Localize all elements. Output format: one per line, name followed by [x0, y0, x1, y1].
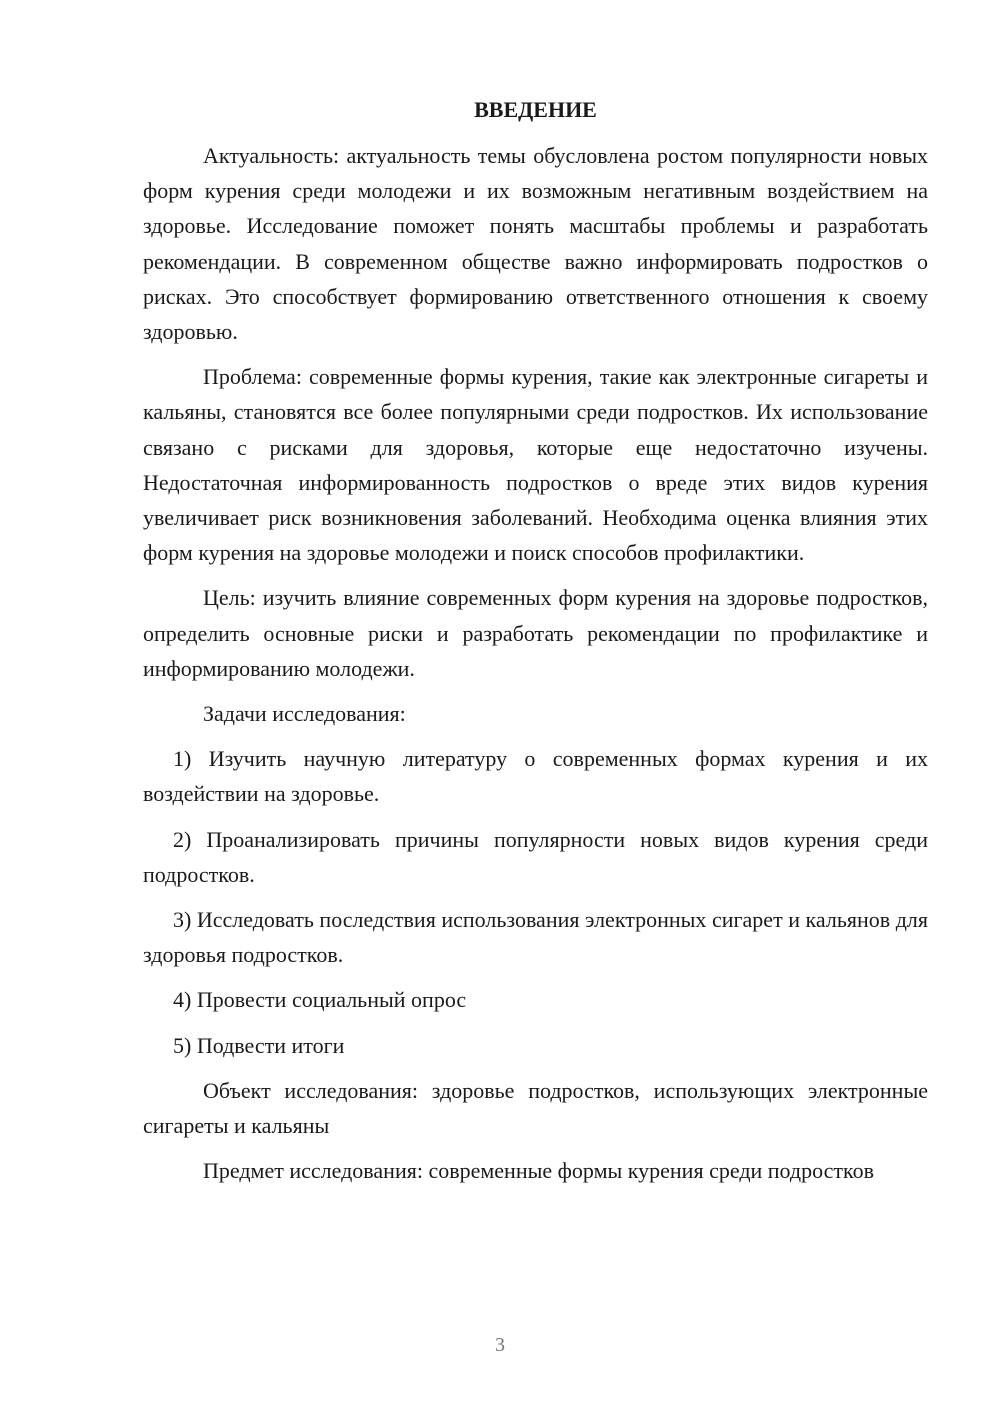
task-item: 1) Изучить научную литературу о современных формах курения и их воздействии на здоровье. — [143, 746, 928, 807]
task-item: 2) Проанализировать причины популярности новых видов курения среди подростков. — [143, 826, 928, 887]
goal-paragraph: Цель: изучить влияние современных форм курения на здоровье подростков, определить основные риски и разработать рекомендации по профилактике и информированию молодежи. — [143, 585, 928, 681]
document-page — [143, 92, 928, 1198]
task-item: 3) Исследовать последствия использования электронных сигарет и кальянов для здоровья подростков. — [143, 907, 928, 968]
subject-paragraph: Предмет исследования: современные формы курения среди подростков — [203, 1158, 874, 1184]
object-paragraph: Объект исследования: здоровье подростков, использующих электронные сигареты и кальяны — [143, 1077, 928, 1139]
page-number: 3 — [495, 1334, 505, 1356]
problem-paragraph: Проблема: современные формы курения, такие как электронные сигареты и кальяны, становятся все более популярными среди подростков. Их использование связано с рисками для здоровья, которые еще недостаточно изучены. Недостаточная информированность подростков о вреде этих видов курения увеличивает риск возникновения заболеваний. Необходима оценка влияния этих форм курения на здоровье молодежи и поиск способов профилактики. — [143, 364, 928, 566]
task-item: 5) Подвести итоги — [173, 1032, 345, 1058]
relevance-paragraph: Актуальность: актуальность темы обусловлена ростом популярности новых форм курения среди молодежи и их возможным негативным воздействием на здоровье. Исследование поможет понять масштабы проблемы и разработать рекомендации. В современном обществе важно информировать подростков о рисках. Это способствует формированию ответственного отношения к своему здоровью. — [143, 143, 928, 345]
tasks-title: Задачи исследования: — [203, 701, 406, 727]
task-item: 4) Провести социальный опрос — [173, 987, 467, 1013]
section-heading: ВВЕДЕНИЕ — [474, 97, 597, 122]
